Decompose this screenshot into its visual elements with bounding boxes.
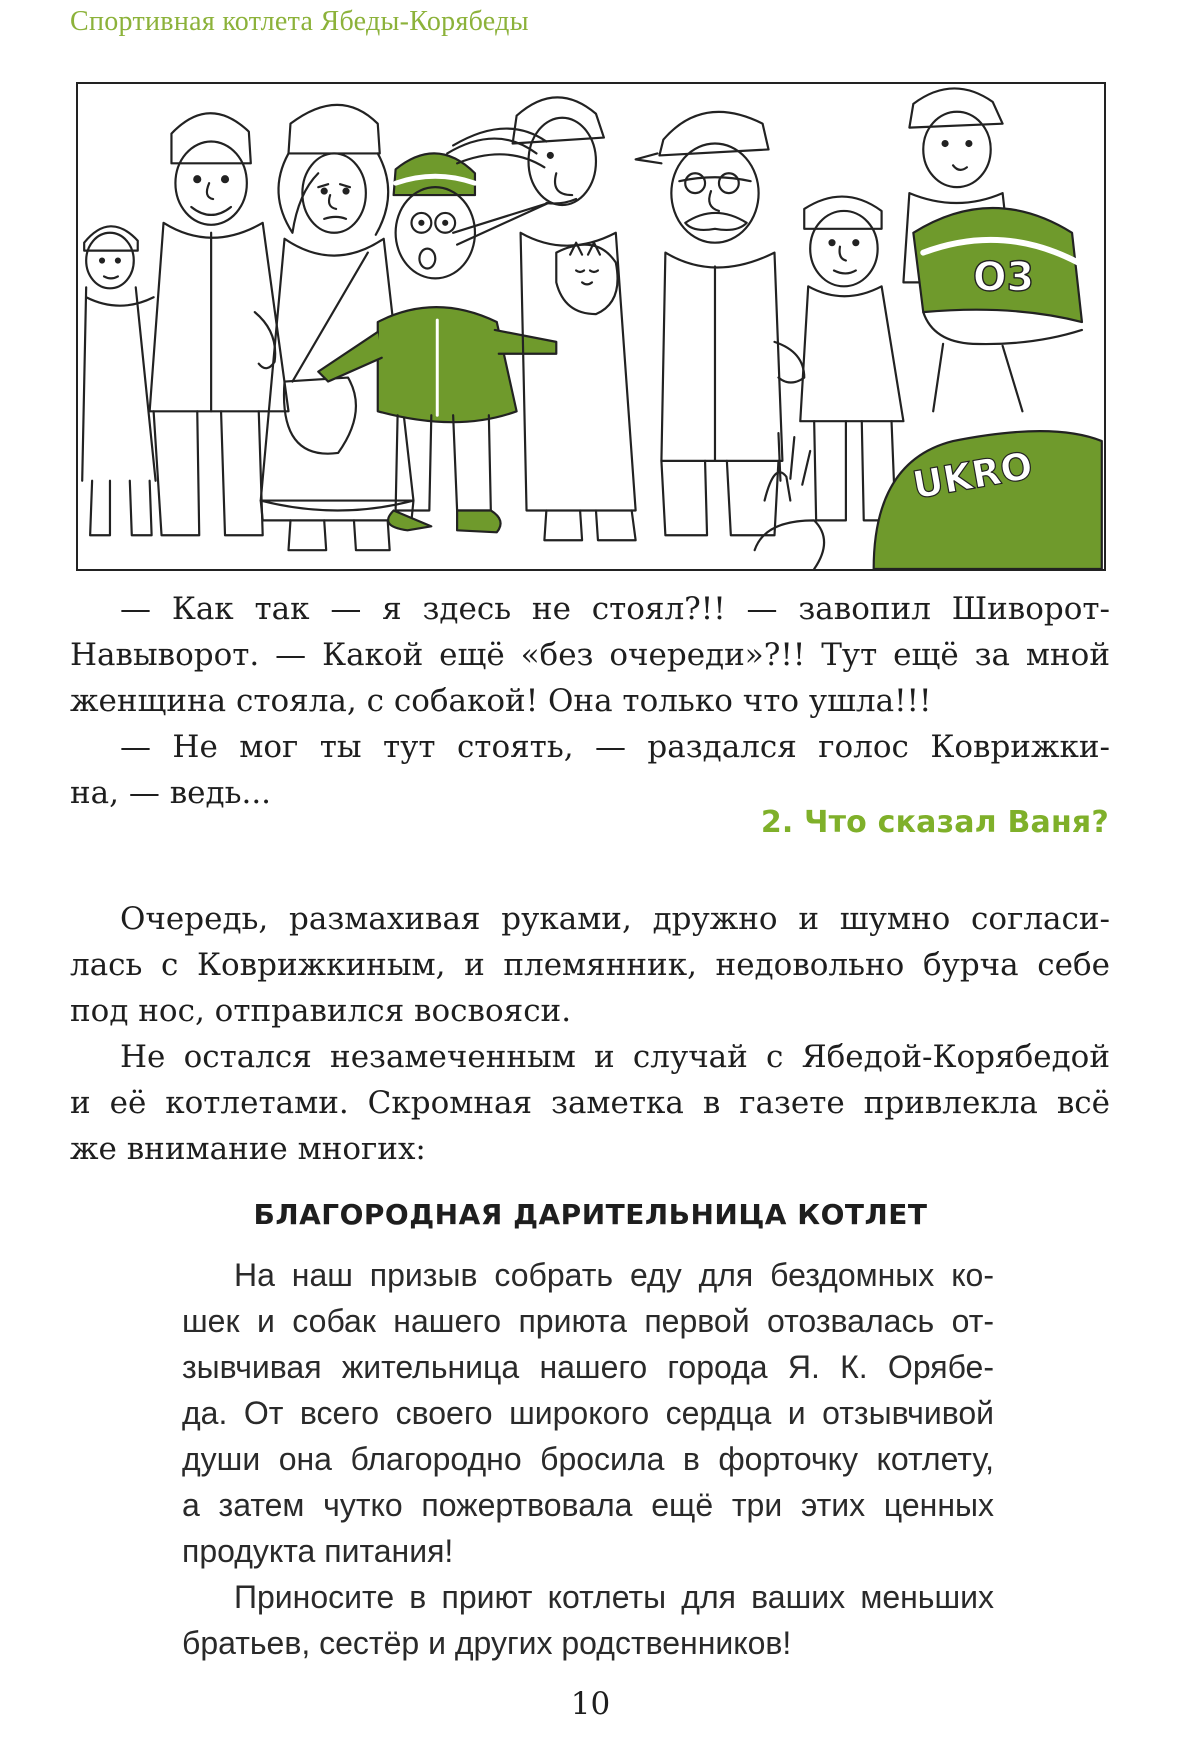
text-line: На наш призыв собрать еду для бездомных ко- <box>234 1257 994 1293</box>
narration-paragraph-2 <box>70 1034 1110 1172</box>
man-with-cat-figure <box>513 97 636 540</box>
child-right-figure <box>800 197 903 521</box>
running-head: Спортивная котлета Ябеды-Корябеды <box>70 6 529 37</box>
question-heading: 2. Что сказал Ваня? <box>760 805 1109 840</box>
text-line: и её котлетами. Скромная заметка в газете привлекла всё <box>70 1085 1110 1121</box>
text-line: Очередь, размахивая руками, дружно и шумно согласи- <box>120 901 1110 937</box>
text-line: же внимание многих: <box>70 1131 426 1167</box>
narration-paragraph-1 <box>70 896 1110 1034</box>
text-line: братьев, сестёр и других родственников! <box>182 1625 792 1661</box>
text-line: — Не мог ты тут стоять, — раздался голос Коврижки- <box>120 729 1110 765</box>
green-beanie-figure <box>913 208 1082 411</box>
news-paragraph-1 <box>182 1252 994 1574</box>
hat-text: O3 <box>972 254 1035 301</box>
text-line: Не остался незамеченным и случай с Ябедой-Корябедой <box>120 1039 1110 1075</box>
text-line: а затем чутко пожертвовала ещё три этих ценных <box>182 1487 994 1523</box>
page-number: 10 <box>570 1686 611 1722</box>
text-line: Приносите в приют котлеты для ваших меньших <box>234 1579 994 1615</box>
text-line: — Как так — я здесь не стоял?!! — завопил Шиворот- <box>120 591 1110 627</box>
boy-green-jacket-figure <box>318 129 556 533</box>
text-line: женщина стояла, с собакой! Она только что ушла!!! <box>70 683 932 719</box>
text-line: души она благородно бросила в форточку котлету, <box>182 1441 994 1477</box>
news-title: БЛАГОРОДНАЯ ДАРИТЕЛЬНИЦА КОТЛЕТ <box>253 1198 928 1231</box>
queue-illustration <box>76 82 1106 571</box>
text-line: лась с Коврижкиным, и племянник, недовольно бурча себе <box>70 947 1110 983</box>
text-line: Навыворот. — Какой ещё «без очереди»?!! Тут ещё за мной <box>70 637 1110 673</box>
text-line: зывчивая жительница нашего города Я. К. Орябе- <box>182 1349 994 1385</box>
text-line: да. От всего своего широкого сердца и отзывчивой <box>182 1395 994 1431</box>
jacket-text: UKRO <box>909 443 1036 508</box>
dialogue-paragraph-1 <box>70 586 1110 724</box>
text-line: продукта питания! <box>182 1533 454 1569</box>
man-smiling-figure <box>150 113 289 535</box>
text-line: на, — ведь... <box>70 775 272 811</box>
text-line: шек и собак нашего приюта первой отозвалась от- <box>182 1303 994 1339</box>
dialogue-paragraph-2 <box>70 724 1110 816</box>
text-line: под нос, отправился восвояси. <box>70 993 572 1029</box>
child-left-figure <box>82 226 155 535</box>
news-paragraph-2 <box>182 1574 994 1666</box>
